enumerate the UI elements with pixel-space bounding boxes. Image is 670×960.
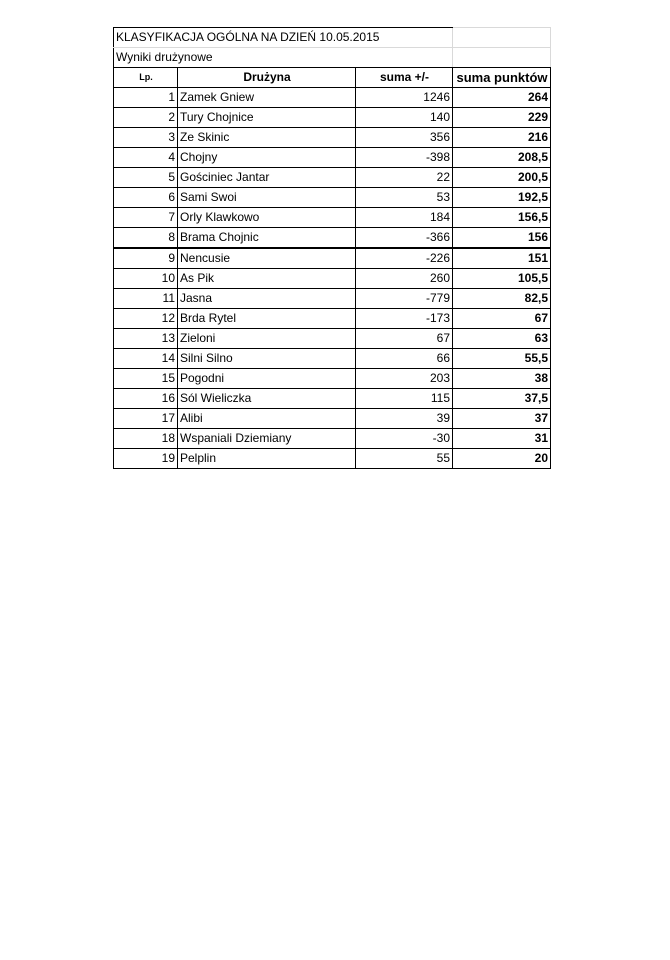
team-name: Brda Rytel: [178, 309, 356, 329]
score-difference: 356: [356, 128, 453, 148]
score-difference: 22: [356, 168, 453, 188]
total-points: 37,5: [453, 389, 551, 409]
table-row: [114, 429, 551, 449]
score-difference: 140: [356, 108, 453, 128]
row-number: 2: [114, 108, 178, 128]
score-difference: 260: [356, 269, 453, 289]
total-points: 55,5: [453, 349, 551, 369]
row-number: 3: [114, 128, 178, 148]
team-name: Pogodni: [178, 369, 356, 389]
header-row: [114, 68, 551, 88]
team-name: Ze Skinic: [178, 128, 356, 148]
score-difference: 184: [356, 208, 453, 228]
total-points: 151: [453, 248, 551, 269]
row-number: 17: [114, 409, 178, 429]
team-name: Pelplin: [178, 449, 356, 469]
score-difference: 203: [356, 369, 453, 389]
row-number: 12: [114, 309, 178, 329]
team-name: Sól Wieliczka: [178, 389, 356, 409]
table-row: [114, 289, 551, 309]
team-name: Alibi: [178, 409, 356, 429]
team-name: Silni Silno: [178, 349, 356, 369]
row-number: 13: [114, 329, 178, 349]
header-lp: Lp.: [114, 68, 178, 88]
total-points: 156: [453, 228, 551, 249]
table-row: [114, 168, 551, 188]
team-name: Tury Chojnice: [178, 108, 356, 128]
team-name: Wspaniali Dziemiany: [178, 429, 356, 449]
total-points: 156,5: [453, 208, 551, 228]
total-points: 192,5: [453, 188, 551, 208]
team-name: Chojny: [178, 148, 356, 168]
table-row: [114, 188, 551, 208]
table-row: [114, 228, 551, 249]
total-points: 82,5: [453, 289, 551, 309]
team-name: Zamek Gniew: [178, 88, 356, 108]
sheet-subtitle: Wyniki drużynowe: [114, 48, 453, 68]
team-name: Zieloni: [178, 329, 356, 349]
header-diff: suma +/-: [356, 68, 453, 88]
row-number: 11: [114, 289, 178, 309]
table-row: [114, 449, 551, 469]
row-number: 18: [114, 429, 178, 449]
row-number: 16: [114, 389, 178, 409]
row-number: 4: [114, 148, 178, 168]
row-number: 1: [114, 88, 178, 108]
total-points: 208,5: [453, 148, 551, 168]
team-name: Jasna: [178, 289, 356, 309]
table-row: [114, 329, 551, 349]
row-number: 5: [114, 168, 178, 188]
total-points: 229: [453, 108, 551, 128]
total-points: 63: [453, 329, 551, 349]
score-difference: 55: [356, 449, 453, 469]
score-difference: -173: [356, 309, 453, 329]
score-difference: -30: [356, 429, 453, 449]
score-difference: 53: [356, 188, 453, 208]
score-difference: 1246: [356, 88, 453, 108]
row-number: 15: [114, 369, 178, 389]
results-sheet: [113, 27, 550, 469]
table-row: [114, 208, 551, 228]
row-number: 7: [114, 208, 178, 228]
score-difference: 39: [356, 409, 453, 429]
score-difference: -398: [356, 148, 453, 168]
team-name: As Pik: [178, 269, 356, 289]
table-row: [114, 269, 551, 289]
total-points: 20: [453, 449, 551, 469]
row-number: 6: [114, 188, 178, 208]
table-row: [114, 349, 551, 369]
sheet-title: KLASYFIKACJA OGÓLNA NA DZIEŃ 10.05.2015: [114, 28, 453, 48]
total-points: 105,5: [453, 269, 551, 289]
table-row: [114, 128, 551, 148]
team-name: Brama Chojnic: [178, 228, 356, 249]
team-name: Gościniec Jantar: [178, 168, 356, 188]
row-number: 10: [114, 269, 178, 289]
table-row: [114, 88, 551, 108]
results-table: [113, 27, 551, 469]
total-points: 200,5: [453, 168, 551, 188]
score-difference: -226: [356, 248, 453, 269]
table-row: [114, 108, 551, 128]
total-points: 264: [453, 88, 551, 108]
team-name: Nencusie: [178, 248, 356, 269]
header-team: Drużyna: [178, 68, 356, 88]
subtitle-filler-cell: [453, 48, 551, 68]
title-filler-cell: [453, 28, 551, 48]
table-row: [114, 409, 551, 429]
total-points: 31: [453, 429, 551, 449]
total-points: 67: [453, 309, 551, 329]
score-difference: 115: [356, 389, 453, 409]
row-number: 9: [114, 248, 178, 269]
score-difference: 66: [356, 349, 453, 369]
table-row: [114, 148, 551, 168]
team-name: Orly Klawkowo: [178, 208, 356, 228]
table-row: [114, 309, 551, 329]
total-points: 216: [453, 128, 551, 148]
row-number: 8: [114, 228, 178, 249]
header-points: suma punktów: [453, 68, 551, 88]
title-row: [114, 28, 551, 48]
score-difference: -779: [356, 289, 453, 309]
subtitle-row: [114, 48, 551, 68]
table-row: [114, 369, 551, 389]
team-name: Sami Swoi: [178, 188, 356, 208]
row-number: 14: [114, 349, 178, 369]
total-points: 37: [453, 409, 551, 429]
total-points: 38: [453, 369, 551, 389]
score-difference: 67: [356, 329, 453, 349]
table-row: [114, 248, 551, 269]
row-number: 19: [114, 449, 178, 469]
table-row: [114, 389, 551, 409]
score-difference: -366: [356, 228, 453, 249]
